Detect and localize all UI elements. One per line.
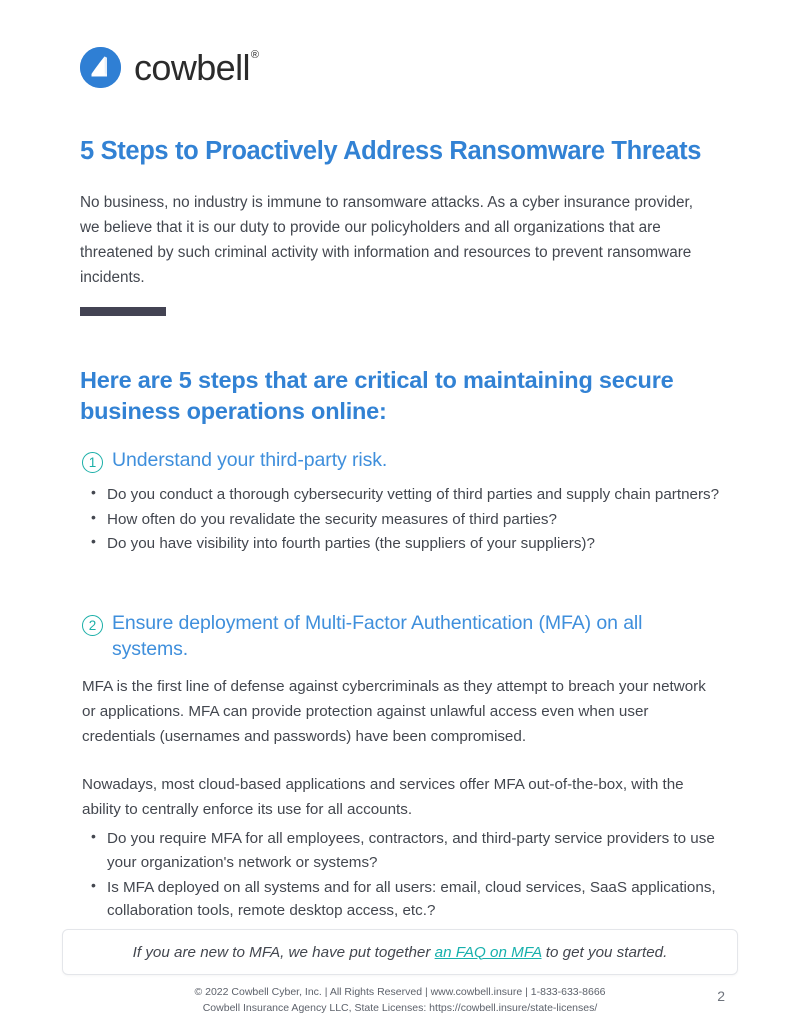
section-heading: Here are 5 steps that are critical to maintaining secure business operations online: [80,366,674,425]
list-item: • Do you conduct a thorough cybersecurity vetting of third parties and supply chain partners? [82,483,722,507]
callout-suffix: to get you started. [541,943,668,961]
brand-wordmark [134,46,259,88]
step-2-heading [82,610,722,662]
footer [0,985,800,1017]
cowbell-logo-icon [80,47,121,88]
footer-line-2: Cowbell Insurance Agency LLC, State Licenses: https://cowbell.insure/state-licenses/ [202,1001,598,1014]
callout-box [62,929,738,975]
step-1-heading [82,447,722,473]
list-item: • How often do you revalidate the security measures of third parties? [82,508,722,532]
step-2 [82,610,722,924]
step-2-paragraph-2: Nowadays, most cloud-based applications and services offer MFA out-of-the-box, with the ability to centrally enforce its use for all accounts. [82,776,684,818]
page-number: 2 [717,988,725,1004]
step-2-title: Ensure deployment of Multi-Factor Authentication (MFA) on all systems. [112,612,643,661]
intro-paragraph: No business, no industry is immune to ransomware attacks. As a cyber insurance provider, we believe that it is our duty to provide our policyholders and all organizations that are threatened by such criminal activity with information and resources to prevent ransomware incidents. [80,194,694,287]
step-2-bullet-list [82,827,722,922]
callout-text [133,944,668,961]
brand-name-text: cowbell [134,46,250,88]
footer-line-1: © 2022 Cowbell Cyber, Inc. | All Rights Reserved | www.cowbell.insure | 1-833-633-8666 [194,986,606,998]
brand-logo [80,47,257,88]
step-1-title: Understand your third-party risk. [112,449,388,471]
list-item: • Is MFA deployed on all systems and for all users: email, cloud services, SaaS applications, collaboration tools, remote desktop access, etc.? [82,876,722,923]
list-item: • Do you have visibility into fourth parties (the suppliers of your suppliers)? [82,532,722,556]
registered-mark: ® [250,48,259,61]
faq-on-mfa-link[interactable]: an FAQ on MFA [434,943,542,961]
list-item: • Do you require MFA for all employees, contractors, and third-party service providers to use your organization's network or systems? [82,827,722,874]
section-divider [80,307,166,316]
page-title: 5 Steps to Proactively Address Ransomware Threats [80,137,702,166]
step-1-number-badge: 1 [82,452,103,473]
step-2-number-badge: 2 [82,615,103,636]
step-1-bullet-list [82,483,722,556]
step-1 [82,447,722,557]
step-2-paragraph-1: MFA is the first line of defense against cybercriminals as they attempt to breach your network or applications. MFA can provide protection against unlawful access even when user credentials (usernames and passwords) have been compromised. [82,678,706,745]
callout-prefix: If you are new to MFA, we have put together [132,943,435,961]
